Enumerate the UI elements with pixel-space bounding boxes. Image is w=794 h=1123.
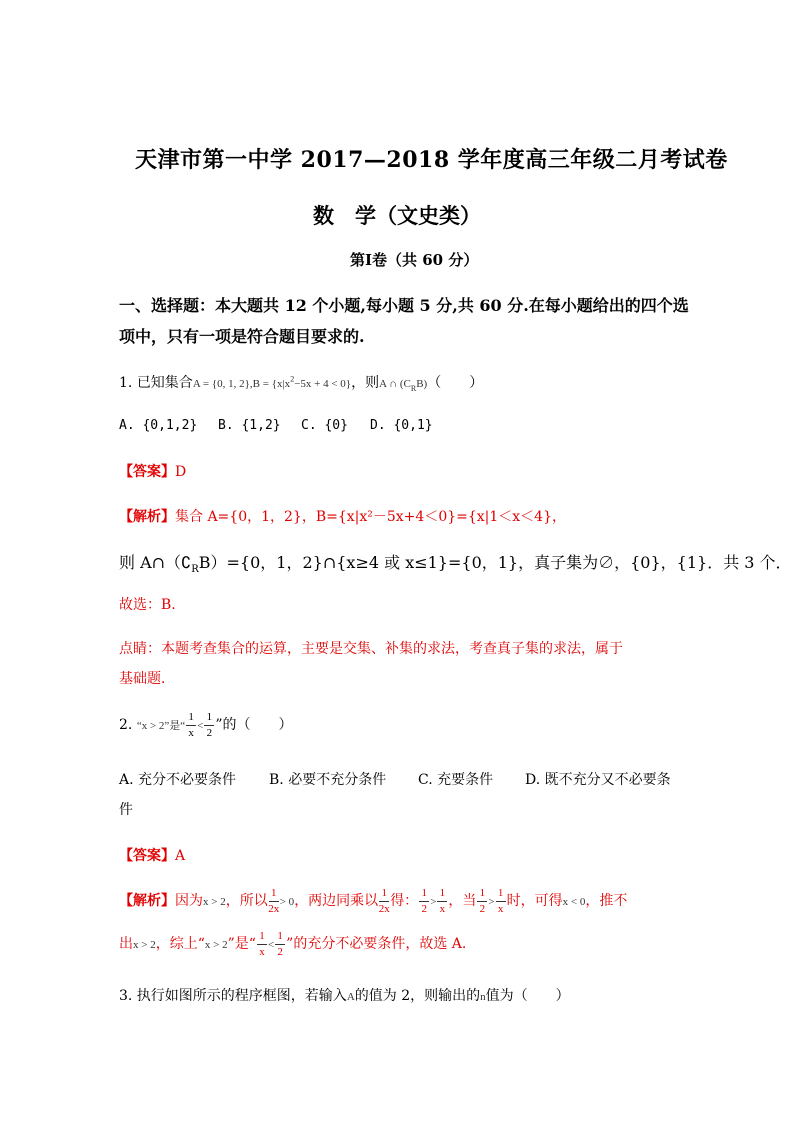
q1-conclusion: 故选：B. — [119, 597, 176, 613]
q2-option-c: C. 充要条件 — [418, 772, 494, 788]
denominator: 2 — [277, 946, 283, 958]
question-1-set-a: A = {0, 1, 2},B = {x|x — [192, 378, 291, 390]
q1-option-b: B. {1,2} — [218, 418, 281, 433]
fraction-bar — [269, 901, 279, 902]
numerator: 1 — [381, 887, 387, 899]
math-n: n — [480, 991, 486, 1003]
question-3-text: 3. 执行如图所示的程序框图，若输入 — [119, 988, 347, 1004]
less-than: < — [267, 939, 275, 951]
analysis-tag: 【解析】 — [119, 509, 175, 525]
question-2 — [119, 710, 293, 741]
q2-answer — [119, 845, 185, 865]
analysis-text: ，当 — [448, 893, 477, 909]
q1-analysis-line1 — [119, 506, 566, 526]
answer-value: A — [175, 848, 186, 864]
question-1-paren: （ ） — [427, 375, 484, 391]
analysis-text: ”是“ — [227, 936, 256, 952]
answer-tag: 【答案】 — [119, 464, 175, 480]
answer-value: D — [175, 464, 187, 480]
question-1-expr2: B) — [416, 378, 428, 390]
section-heading-line2: 项中，只有一项是符合题目要求的. — [119, 327, 365, 346]
question-3-text: 值为（ ） — [485, 988, 570, 1004]
numerator: 1 — [421, 887, 427, 899]
question-1-prefix: 已知集合 — [136, 375, 193, 391]
section-heading-line1: 一、选择题：本大题共 12 个小题,每小题 5 分,共 60 分.在每小题给出的四个选 — [119, 296, 689, 315]
question-3-text: 的值为 2，则输出的 — [354, 988, 481, 1004]
numerator: 1 — [206, 711, 213, 723]
denominator: x — [497, 903, 504, 915]
q2-option-d: D. 既不充分又不必要条 — [525, 772, 671, 788]
question-1-mid: ，则 — [351, 375, 380, 391]
fraction-bar — [257, 944, 267, 945]
denominator: 2x — [268, 903, 280, 915]
page-subtitle: 数 学（文史类） — [313, 203, 481, 228]
fraction-bar — [437, 901, 447, 902]
q2-option-a: A. 充分不必要条件 — [119, 772, 237, 788]
math-gt-0: > 0 — [279, 896, 295, 908]
fraction-bar — [419, 901, 429, 902]
fraction-1-over-x — [495, 886, 507, 916]
fraction-1-over-2x — [378, 886, 390, 916]
denominator: 2 — [479, 903, 486, 915]
fraction-bar — [496, 901, 506, 902]
math-x-gt-2: x > 2 — [204, 939, 228, 951]
q1-analysis-line2 — [119, 550, 792, 575]
question-2-open: “x > 2”是“ — [136, 720, 186, 732]
analysis-text: 集合 A={0，1，2}，B={x|x²－5x+4＜0}={x|1＜x＜4}， — [175, 509, 566, 525]
math-x-gt-2: x > 2 — [133, 939, 156, 951]
numerator: 1 — [277, 930, 283, 942]
analysis2-sub: R — [191, 564, 199, 576]
analysis2-rest: B）={0，1，2}∩{x≥4 或 x≤1}={0，1}，真子集为∅，{0}，{1}．共 3 个． — [198, 553, 792, 572]
numerator: 1 — [497, 887, 504, 899]
math-x-gt-2: x > 2 — [203, 896, 226, 908]
numerator: 1 — [188, 711, 194, 723]
fraction-1-over-2x — [268, 886, 280, 916]
denominator: x — [188, 727, 194, 739]
math-x-lt-0: x < 0 — [562, 896, 586, 908]
fraction-bar — [477, 901, 487, 902]
answer-tag: 【答案】 — [119, 848, 175, 864]
fraction-1-over-x — [185, 710, 197, 740]
analysis-text: ，推不 — [585, 893, 628, 909]
question-number: 2. — [119, 717, 133, 733]
analysis-text: 因为 — [175, 893, 203, 909]
fraction-1-over-x — [256, 929, 268, 959]
question-1 — [119, 372, 483, 393]
less-than: < — [197, 720, 204, 732]
fraction-bar — [204, 725, 214, 726]
fraction-bar — [275, 944, 285, 945]
math-a: A — [346, 991, 355, 1003]
q1-note-line2: 基础题． — [119, 671, 175, 687]
q2-analysis-line1 — [119, 886, 627, 917]
numerator: 1 — [439, 887, 446, 899]
volume-heading: 第Ⅰ卷（共 60 分） — [350, 251, 479, 269]
fraction-1-over-2 — [418, 886, 430, 916]
question-1-set-b: −5x + 4 < 0} — [294, 378, 352, 390]
denominator: 2 — [206, 727, 213, 739]
fraction-1-over-2 — [476, 886, 488, 916]
q1-option-d: D. {0,1} — [370, 418, 433, 433]
greater-than: > — [430, 896, 437, 908]
numerator: 1 — [270, 887, 277, 899]
denominator: 2 — [421, 903, 427, 915]
q1-answer — [119, 461, 186, 481]
question-1-sub: R — [410, 383, 417, 393]
analysis-text: ”的充分不必要条件，故选 A. — [286, 936, 467, 952]
question-1-square: 2 — [290, 374, 295, 384]
analysis-text: ，两边同乘以 — [294, 893, 379, 909]
question-3 — [119, 985, 570, 1005]
q2-analysis-line2 — [119, 929, 466, 960]
analysis-text: 得： — [390, 893, 419, 909]
numerator: 1 — [479, 887, 486, 899]
fraction-1-over-2 — [203, 710, 215, 740]
q2-option-d-wrap: 件 — [119, 802, 133, 818]
fraction-bar — [379, 901, 389, 902]
q2-option-b: B. 必要不充分条件 — [269, 772, 387, 788]
analysis2-text: 则 A∩（∁ — [119, 553, 192, 572]
question-2-close: ”的（ ） — [215, 717, 293, 733]
fraction-bar — [186, 725, 196, 726]
analysis-text: ，所以 — [225, 893, 268, 909]
denominator: 2x — [378, 903, 390, 915]
denominator: x — [259, 946, 265, 958]
greater-than: > — [488, 896, 495, 908]
denominator: x — [439, 903, 446, 915]
q1-note-line1: 点睛：本题考查集合的运算，主要是交集、补集的求法，考查真子集的求法，属于 — [119, 641, 623, 657]
fraction-1-over-x — [436, 886, 448, 916]
numerator: 1 — [259, 930, 265, 942]
fraction-1-over-2 — [274, 929, 286, 959]
question-number: 1. — [119, 375, 133, 391]
analysis-text: 时，可得 — [506, 893, 563, 909]
q1-option-c: C. {0} — [301, 418, 348, 433]
q1-option-a: A. {0,1,2} — [119, 418, 198, 433]
analysis-tag: 【解析】 — [119, 893, 175, 909]
analysis-text: ，综上“ — [155, 936, 205, 952]
question-1-expr: A ∩ (C — [379, 378, 411, 390]
analysis-text: 出 — [119, 936, 133, 952]
page-title: 天津市第一中学 2017—2018 学年度高三年级二月考试卷 — [135, 147, 728, 173]
